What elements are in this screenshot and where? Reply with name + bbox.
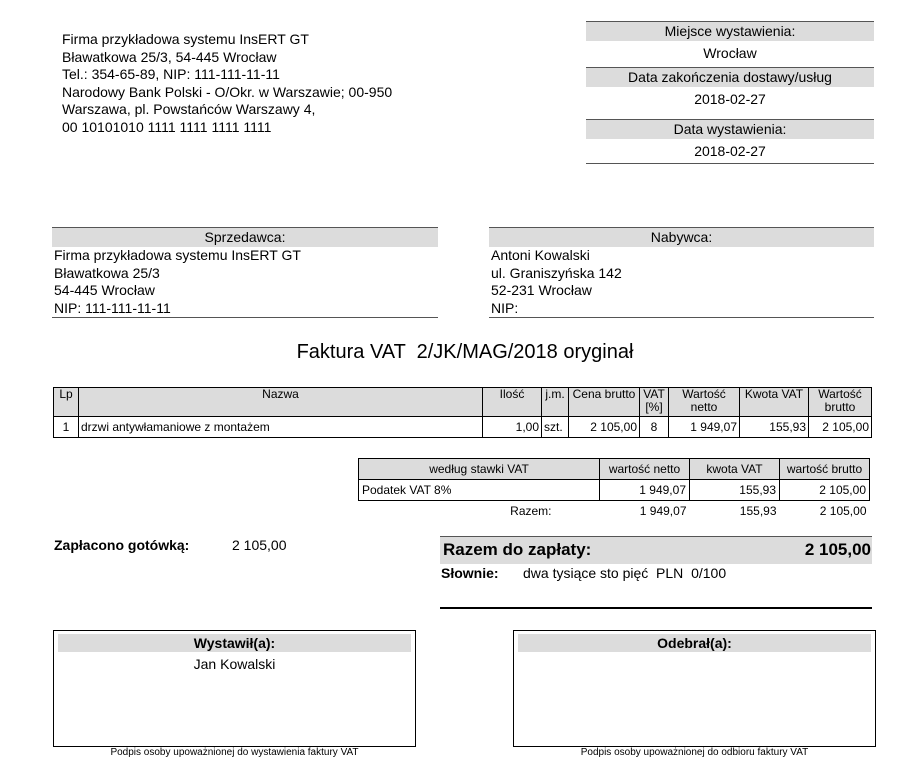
vat-col-rate: według stawki VAT (359, 459, 600, 480)
paid-cash-value: 2 105,00 (232, 537, 287, 553)
vat-total-net: 1 949,07 (639, 504, 687, 518)
col-gross-value: Wartość brutto (809, 388, 872, 417)
invoice-title: Faktura VAT 2/JK/MAG/2018 oryginał (296, 341, 634, 363)
issuer-line: Tel.: 354-65-89, NIP: 111-111-11-11 (62, 66, 280, 82)
seller-line: Bławatkowa 25/3 (54, 264, 160, 281)
vat-col-gross: wartość brutto (780, 459, 870, 480)
items-header-row (54, 388, 872, 417)
cell-lp: 1 (54, 417, 79, 438)
issuer-line: 00 10101010 1111 1111 1111 1111 (62, 118, 272, 135)
issued-by-caption: Podpis osoby upoważnionej do wystawienia faktury VAT (110, 747, 359, 758)
vat-col-net: wartość netto (600, 459, 690, 480)
col-qty: Ilość (483, 388, 542, 417)
seller-line: NIP: 111-111-11-11 (54, 299, 171, 316)
table-row (54, 417, 872, 438)
seller-line: 54-445 Wrocław (54, 282, 155, 298)
col-gross-price: Cena brutto (569, 388, 640, 417)
cell-gross-value: 2 105,00 (809, 417, 872, 438)
vat-header-row (359, 459, 870, 480)
vat-summary-table (358, 458, 870, 521)
vat-cell-net: 1 949,07 (600, 480, 690, 501)
issuer-line: Firma przykładowa systemu InsERT GT (62, 31, 309, 47)
amount-due-bar (440, 536, 872, 564)
amount-due-label: Razem do zapłaty: (443, 540, 592, 559)
place-box (586, 21, 874, 65)
buyer-line: Antoni Kowalski (491, 247, 590, 263)
buyer-label: Nabywca: (489, 227, 874, 247)
issuer-line: Bławatkowa 25/3, 54-445 Wrocław (62, 48, 277, 65)
issuer-line: Narodowy Bank Polski - O/Okr. w Warszawie; 00-950 (62, 83, 393, 100)
buyer-block (489, 227, 874, 318)
issuer-block (62, 31, 442, 136)
vat-total-gross: 2 105,00 (819, 504, 867, 518)
issuer-line: Warszawa, pl. Powstańców Warszawy 4, (62, 101, 316, 117)
col-name: Nazwa (79, 388, 483, 417)
cell-name: drzwi antywłamaniowe z montażem (79, 417, 483, 438)
cell-vat-rate: 8 (640, 417, 669, 438)
received-by-caption: Podpis osoby upoważnionej do odbioru faktury VAT (580, 747, 809, 758)
delivery-date-value: 2018-02-27 (694, 91, 766, 107)
col-vat-amount: Kwota VAT (740, 388, 809, 417)
buyer-line: NIP: (491, 299, 519, 316)
col-net-value: Wartość netto (669, 388, 740, 417)
issued-by-name: Jan Kowalski (193, 656, 276, 672)
seller-line: Firma przykładowa systemu InsERT GT (54, 247, 301, 263)
issued-by-box (53, 630, 416, 747)
issue-date-value: 2018-02-27 (694, 143, 766, 159)
divider-line (440, 607, 872, 609)
col-vat-rate: VAT [%] (640, 388, 669, 417)
buyer-line: ul. Graniszyńska 142 (491, 264, 622, 281)
cell-unit: szt. (542, 417, 569, 438)
vat-cell-gross: 2 105,00 (780, 480, 870, 501)
buyer-line: 52-231 Wrocław (491, 282, 592, 298)
vat-cell-vat: 155,93 (690, 480, 780, 501)
vat-row (359, 480, 870, 501)
seller-block (52, 227, 438, 318)
amount-in-words-value: dwa tysiące sto pięć PLN 0/100 (523, 565, 727, 581)
issue-date-box (586, 119, 874, 164)
paid-cash-label: Zapłacono gotówką: (54, 537, 190, 553)
cell-vat-amount: 155,93 (740, 417, 809, 438)
cell-net-value: 1 949,07 (669, 417, 740, 438)
cell-gross-price: 2 105,00 (569, 417, 640, 438)
seller-label: Sprzedawca: (52, 227, 438, 247)
items-table (53, 387, 872, 438)
amount-due-value: 2 105,00 (804, 540, 871, 559)
place-value: Wrocław (703, 45, 757, 61)
delivery-date-label: Data zakończenia dostawy/usług (586, 67, 874, 87)
cell-qty: 1,00 (483, 417, 542, 438)
vat-total-row (359, 501, 870, 522)
col-lp: Lp (54, 388, 79, 417)
vat-total-label: Razem: (510, 504, 552, 518)
vat-cell-rate: Podatek VAT 8% (359, 480, 600, 501)
vat-col-vat: kwota VAT (690, 459, 780, 480)
issue-date-label: Data wystawienia: (586, 119, 874, 139)
issued-by-label: Wystawił(a): (58, 634, 411, 652)
col-unit: j.m. (542, 388, 569, 417)
vat-total-vat: 155,93 (739, 504, 777, 518)
amount-in-words-label: Słownie: (441, 565, 499, 581)
place-label: Miejsce wystawienia: (586, 21, 874, 41)
delivery-date-box (586, 67, 874, 111)
received-by-label: Odebrał(a): (518, 634, 871, 652)
received-by-box (513, 630, 876, 747)
